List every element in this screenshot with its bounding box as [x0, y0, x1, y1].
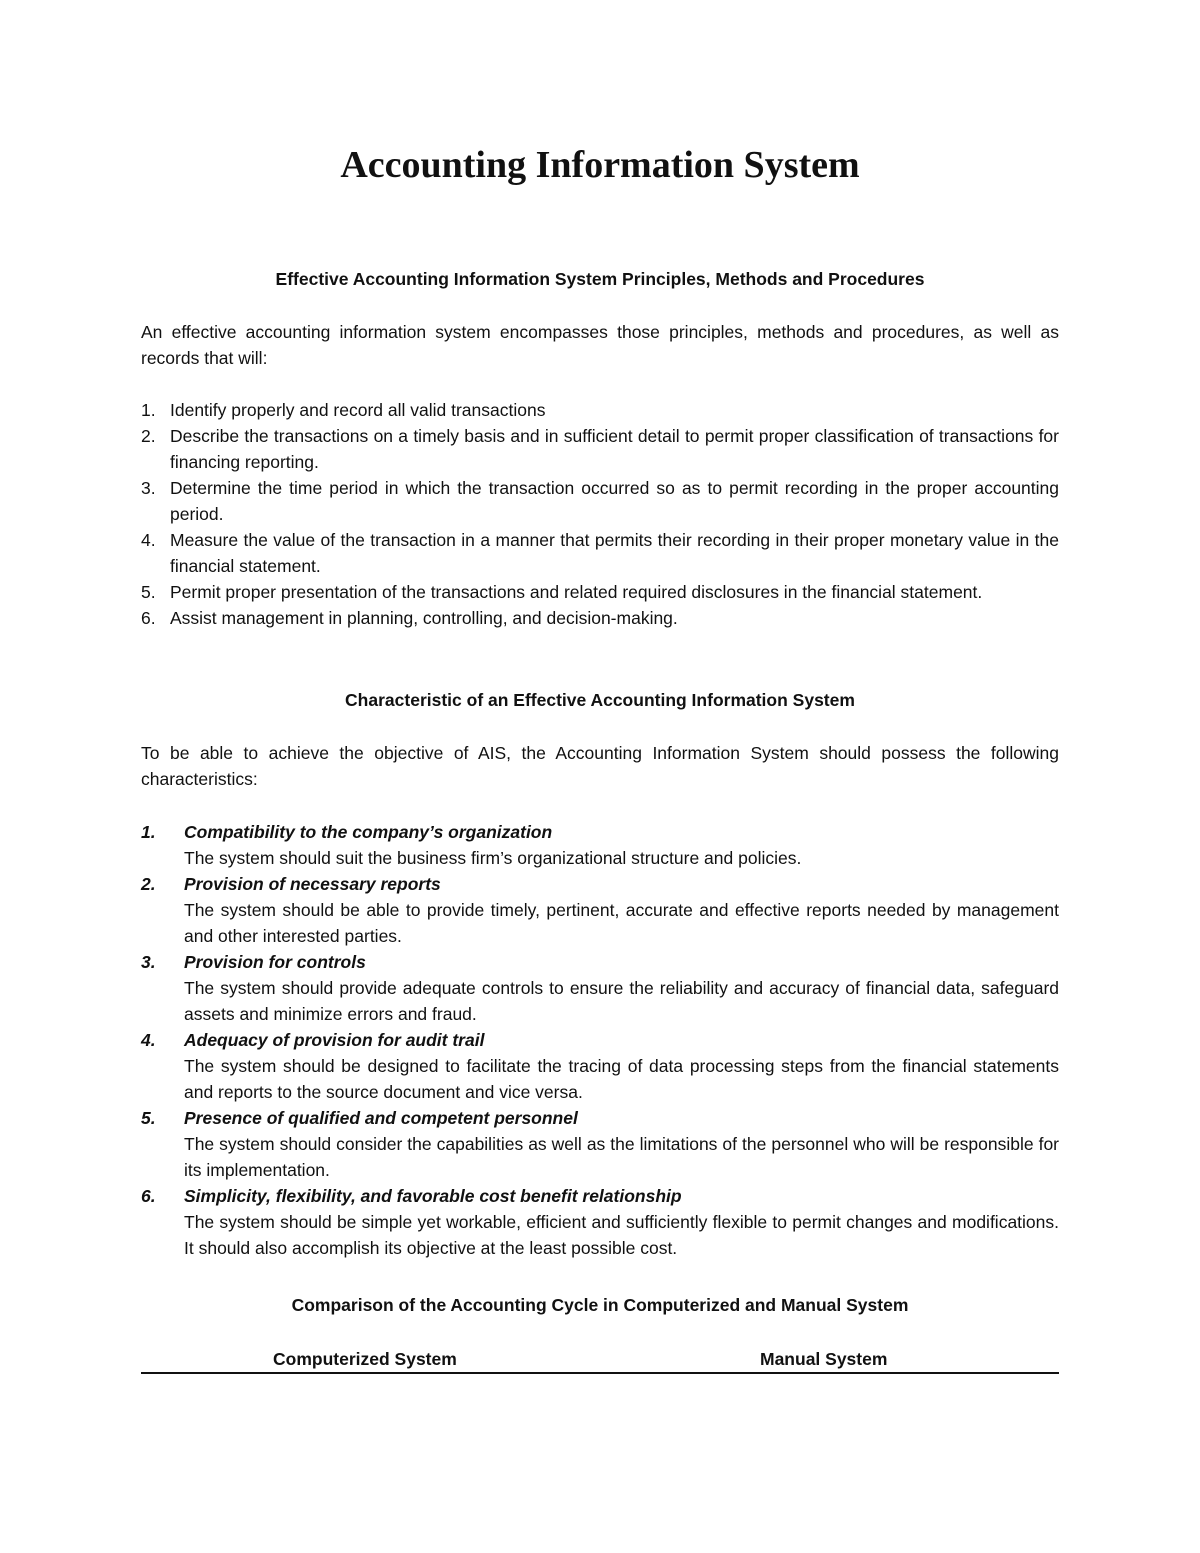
- list-number: 6.: [141, 608, 156, 628]
- characteristic-title: Presence of qualified and competent personnel: [184, 1108, 578, 1128]
- document-title: Accounting Information System: [340, 144, 860, 186]
- list-number: 2.: [141, 874, 156, 894]
- characteristic-title: Adequacy of provision for audit trail: [184, 1030, 485, 1050]
- list-number: 2.: [141, 426, 156, 446]
- list-item: [141, 423, 1059, 475]
- section-heading-principles: Effective Accounting Information System Principles, Methods and Procedures: [275, 269, 925, 289]
- list-text: Assist management in planning, controlling, and decision-making.: [170, 608, 678, 628]
- list-number: 3.: [141, 478, 156, 498]
- column-header-computerized: Computerized System: [273, 1349, 457, 1369]
- list-number: 5.: [141, 1108, 156, 1128]
- characteristic-description: The system should suit the business firm’s organizational structure and policies.: [184, 848, 802, 868]
- list-item: [141, 527, 1059, 579]
- list-number: 6.: [141, 1186, 156, 1206]
- list-item: [141, 949, 1059, 1027]
- list-item: [141, 1183, 1059, 1261]
- section-heading-characteristics: Characteristic of an Effective Accounting Information System: [345, 690, 855, 710]
- characteristic-title: Provision of necessary reports: [184, 874, 441, 894]
- list-item: [141, 871, 1059, 949]
- characteristics-intro: To be able to achieve the objective of AIS, the Accounting Information System should possess the following characteristics:: [141, 743, 1059, 789]
- characteristic-description: The system should be able to provide timely, pertinent, accurate and effective reports needed by management and other interested parties.: [184, 900, 1059, 946]
- list-item: [141, 475, 1059, 527]
- list-number: 1.: [141, 822, 156, 842]
- list-text: Identify properly and record all valid transactions: [170, 400, 546, 420]
- column-header-manual: Manual System: [760, 1349, 888, 1369]
- comparison-table-header: [141, 1346, 1059, 1374]
- list-number: 4.: [141, 1030, 156, 1050]
- list-number: 4.: [141, 530, 156, 550]
- characteristic-title: Provision for controls: [184, 952, 366, 972]
- principles-intro: An effective accounting information system encompasses those principles, methods and procedures, as well as records that will:: [141, 322, 1059, 368]
- list-text: Describe the transactions on a timely basis and in sufficient detail to permit proper classification of transactions for financing reporting.: [170, 426, 1059, 472]
- list-text: Permit proper presentation of the transactions and related required disclosures in the financial statement.: [170, 582, 983, 602]
- list-item: [141, 1027, 1059, 1105]
- characteristics-list: [141, 819, 1059, 1261]
- list-number: 5.: [141, 582, 156, 602]
- characteristic-title: Compatibility to the company’s organization: [184, 822, 553, 842]
- list-text: Measure the value of the transaction in a manner that permits their recording in their proper monetary value in the financial statement.: [170, 530, 1059, 576]
- principles-list: [141, 397, 1059, 631]
- list-number: 3.: [141, 952, 156, 972]
- characteristic-description: The system should consider the capabilities as well as the limitations of the personnel who will be responsible for its implementation.: [184, 1134, 1059, 1180]
- list-item: [141, 1105, 1059, 1183]
- section-heading-comparison: Comparison of the Accounting Cycle in Computerized and Manual System: [291, 1295, 909, 1315]
- list-number: 1.: [141, 400, 156, 420]
- characteristic-description: The system should be designed to facilitate the tracing of data processing steps from the financial statements and reports to the source document and vice versa.: [184, 1056, 1059, 1102]
- characteristic-title: Simplicity, flexibility, and favorable cost benefit relationship: [184, 1186, 682, 1206]
- list-item: [141, 579, 1059, 605]
- list-item: [141, 819, 1059, 871]
- list-text: Determine the time period in which the transaction occurred so as to permit recording in the proper accounting period.: [170, 478, 1059, 524]
- characteristic-description: The system should be simple yet workable, efficient and sufficiently flexible to permit changes and modifications. It should also accomplish its objective at the least possible cost.: [184, 1212, 1059, 1258]
- list-item: [141, 605, 1059, 631]
- characteristic-description: The system should provide adequate controls to ensure the reliability and accuracy of financial data, safeguard assets and minimize errors and fraud.: [184, 978, 1059, 1024]
- list-item: [141, 397, 1059, 423]
